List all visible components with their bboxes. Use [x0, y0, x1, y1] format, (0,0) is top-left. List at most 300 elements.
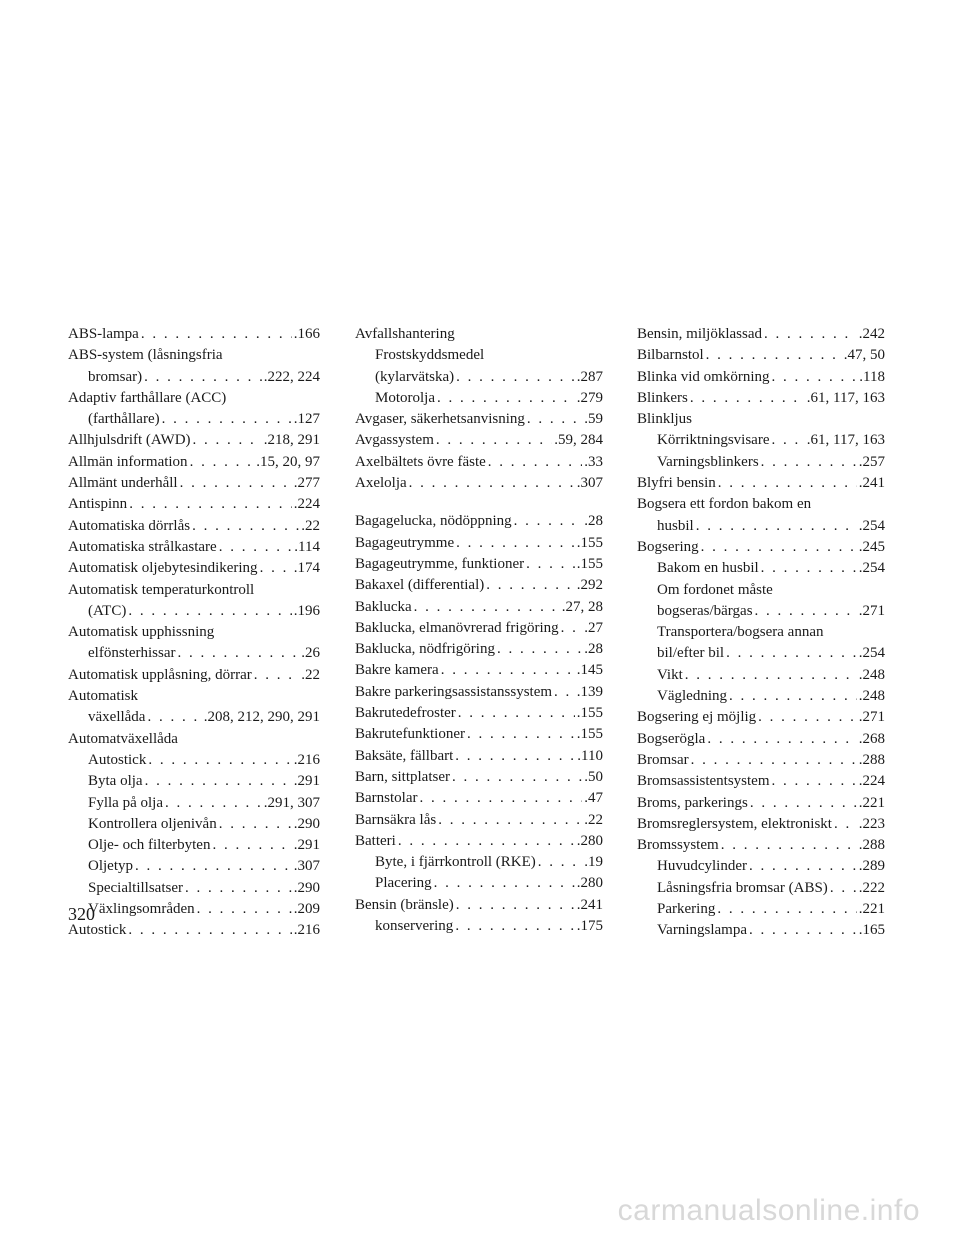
index-entry [355, 345, 603, 388]
dot-leader [761, 558, 857, 579]
dot-leader [260, 558, 292, 579]
index-line [637, 452, 885, 473]
index-term: Vägledning [657, 688, 727, 705]
index-line [68, 729, 320, 750]
index-entry [637, 856, 885, 877]
index-term: Allmän information [68, 453, 188, 470]
page-reference: .248 [858, 666, 885, 683]
index-line [68, 388, 320, 409]
index-entry [355, 895, 603, 916]
index-line [637, 665, 885, 686]
index-entry [68, 750, 320, 771]
index-entry [637, 473, 885, 494]
dot-leader [455, 746, 575, 767]
index-term: Automatiska strålkastare [68, 538, 217, 555]
index-line [637, 878, 885, 899]
index-entry [637, 793, 885, 814]
page-reference: .254 [858, 560, 885, 577]
index-line [637, 367, 885, 388]
index-term: Autostick [88, 751, 147, 768]
index-line [637, 643, 885, 664]
index-line [637, 516, 885, 537]
index-line [68, 601, 320, 622]
index-term: Bilbarnstol [637, 347, 704, 364]
page-reference: .28 [584, 641, 603, 658]
index-entry [637, 367, 885, 388]
dot-leader [128, 601, 291, 622]
index-entry [637, 814, 885, 835]
index-line [637, 409, 885, 430]
index-term: Allmänt underhåll [68, 475, 178, 492]
dot-leader [761, 452, 857, 473]
dot-leader [729, 686, 857, 707]
index-term: Varningslampa [657, 922, 747, 939]
index-entry [637, 345, 885, 366]
index-entry [637, 771, 885, 792]
index-entry [355, 639, 603, 660]
index-line [68, 686, 320, 707]
index-entry [637, 920, 885, 941]
index-line [355, 409, 603, 430]
index-line [637, 430, 885, 451]
index-line [68, 771, 320, 792]
index-line [355, 597, 603, 618]
index-term: (ATC) [88, 602, 127, 619]
dot-leader [162, 409, 292, 430]
dot-leader [486, 575, 575, 596]
index-term: Avgassystem [355, 432, 434, 449]
index-term: Bromssystem [637, 837, 719, 854]
page-reference: .222, 224 [263, 368, 320, 385]
dot-leader [764, 324, 857, 345]
index-entry [355, 533, 603, 554]
index-term: Autostick [68, 922, 127, 939]
page-reference: .287 [576, 368, 603, 385]
page-reference: .280 [576, 832, 603, 849]
index-entry [355, 618, 603, 639]
index-column-3 [637, 324, 885, 942]
page-reference: .110 [577, 747, 603, 764]
index-entry [637, 452, 885, 473]
index-term: Barn, sittplatser [355, 768, 450, 785]
dot-leader [685, 665, 857, 686]
index-line [68, 793, 320, 814]
dot-leader [456, 367, 575, 388]
page-reference: .209 [293, 901, 320, 918]
index-entry [68, 430, 320, 451]
dot-leader [219, 814, 292, 835]
index-term: Automatisk upphissning [68, 624, 215, 641]
index-line [637, 622, 885, 643]
index-term: Bromsreglersystem, elektroniskt [637, 815, 832, 832]
dot-leader [755, 601, 857, 622]
dot-leader [148, 750, 291, 771]
index-entry [68, 516, 320, 537]
index-term: Bogserögla [637, 730, 706, 747]
index-entry [68, 856, 320, 877]
index-term: Byta olja [88, 773, 143, 790]
page-number: 320 [68, 904, 95, 924]
index-term: Blyfri bensin [637, 475, 716, 492]
page-reference: .26 [301, 645, 320, 662]
index-entry [68, 494, 320, 515]
index-term: Bromsassistentsystem [637, 773, 770, 790]
index-term: Bakrutefunktioner [355, 726, 465, 743]
dot-leader [144, 367, 262, 388]
index-entry [68, 622, 320, 665]
dot-leader [514, 511, 583, 532]
index-line [68, 537, 320, 558]
index-term: Broms, parkerings [637, 794, 748, 811]
index-entry [355, 430, 603, 451]
index-line [637, 920, 885, 941]
index-term: Parkering [657, 901, 716, 918]
index-line [355, 852, 603, 873]
index-term: Bakom en husbil [657, 560, 759, 577]
index-term: ABS-system (låsningsfria [68, 347, 223, 364]
dot-leader [192, 516, 299, 537]
index-term: husbil [657, 517, 694, 534]
dot-leader [441, 660, 575, 681]
page-reference: .288 [858, 837, 885, 854]
index-entry [355, 575, 603, 596]
index-term: Automatiska dörrlås [68, 517, 191, 534]
index-term: Motorolja [375, 389, 435, 406]
dot-leader [456, 895, 575, 916]
index-line [355, 533, 603, 554]
index-term: Bagageutrymme [355, 534, 455, 551]
index-column-2 [355, 324, 603, 937]
index-line [68, 643, 320, 664]
index-line [68, 835, 320, 856]
dot-leader [409, 473, 575, 494]
index-term: Automatisk upplåsning, dörrar [68, 666, 252, 683]
dot-leader [690, 388, 805, 409]
index-entry [68, 324, 320, 345]
index-line [355, 682, 603, 703]
index-entry [637, 622, 885, 665]
dot-leader [772, 771, 857, 792]
page-reference: .166 [293, 326, 320, 342]
dot-leader [726, 643, 857, 664]
index-line [355, 554, 603, 575]
dot-leader [458, 703, 575, 724]
index-line [637, 473, 885, 494]
index-entry [355, 660, 603, 681]
page-reference: .248 [858, 688, 885, 705]
index-term: Bakrutedefroster [355, 705, 456, 722]
page-reference: .290 [293, 879, 320, 896]
page-reference: .22 [301, 517, 320, 534]
page-reference: .155 [576, 726, 603, 743]
index-entry [68, 345, 320, 388]
index-entry [68, 665, 320, 686]
index-line [355, 324, 603, 345]
page-reference: .254 [858, 645, 885, 662]
index-entry [355, 788, 603, 809]
index-term: Specialtillsatser [88, 879, 183, 896]
page-reference: .280 [576, 875, 603, 892]
dot-leader [527, 409, 582, 430]
index-line [637, 729, 885, 750]
index-line [355, 511, 603, 532]
page-reference: .257 [858, 453, 885, 470]
index-term: bogseras/bärgas [657, 602, 753, 619]
dot-leader [696, 516, 857, 537]
index-line [355, 746, 603, 767]
dot-leader [254, 665, 300, 686]
index-term: Barnsäkra lås [355, 811, 437, 828]
index-term: (kylarvätska) [375, 368, 455, 385]
index-entry [637, 835, 885, 856]
dot-leader [758, 707, 857, 728]
page-reference: .33 [584, 453, 603, 470]
page-reference: .145 [576, 662, 603, 679]
index-entry [637, 899, 885, 920]
index-term: Bagagelucka, nödöppning [355, 513, 512, 530]
page-reference: .221 [858, 794, 885, 811]
page-reference: .127 [293, 411, 320, 428]
index-term: elfönsterhissar [88, 645, 176, 662]
index-term: växellåda [88, 709, 146, 726]
index-line [355, 873, 603, 894]
index-line [355, 452, 603, 473]
page-reference: .27 [584, 619, 603, 636]
dot-leader [414, 597, 560, 618]
dot-leader [438, 810, 582, 831]
page-reference: .224 [293, 496, 320, 513]
page-reference: .175 [576, 918, 603, 935]
page-reference: .291, 307 [263, 794, 320, 811]
index-term: Bensin, miljöklassad [637, 326, 762, 342]
index-entry [355, 873, 603, 894]
index-term: ABS-lampa [68, 326, 139, 342]
page-reference: .254 [858, 517, 885, 534]
index-line [355, 430, 603, 451]
index-line [637, 558, 885, 579]
dot-leader [497, 639, 582, 660]
dot-leader [721, 835, 857, 856]
index-line [637, 580, 885, 601]
page-reference: .216 [293, 751, 320, 768]
index-entry [355, 724, 603, 745]
page-reference: .223 [858, 815, 885, 832]
page-reference: .15, 20, 97 [256, 453, 320, 470]
index-entry [355, 746, 603, 767]
index-line [637, 750, 885, 771]
index-entry [68, 580, 320, 623]
dot-leader [219, 537, 293, 558]
dot-leader [749, 920, 857, 941]
index-term: Automatväxellåda [68, 730, 178, 747]
index-term: Vikt [657, 666, 683, 683]
page-reference: .155 [576, 555, 603, 572]
index-line [355, 703, 603, 724]
index-term: Axelolja [355, 475, 407, 492]
page-reference: .307 [576, 475, 603, 492]
dot-leader [128, 920, 291, 941]
index-entry [68, 878, 320, 899]
index-line [355, 388, 603, 409]
dot-leader [419, 788, 582, 809]
index-line [68, 665, 320, 686]
index-entry [68, 899, 320, 920]
index-term: Antispinn [68, 496, 128, 513]
index-entry [355, 767, 603, 788]
index-line [637, 856, 885, 877]
page-reference: .222 [858, 879, 885, 896]
page-reference: .289 [858, 858, 885, 875]
page-reference: .290 [293, 815, 320, 832]
index-line [637, 814, 885, 835]
index-term: Växlingsområden [88, 901, 195, 918]
index-line [68, 814, 320, 835]
index-term: Blinkljus [637, 411, 693, 428]
index-line [68, 324, 320, 345]
dot-leader [398, 831, 575, 852]
page-reference: .218, 291 [263, 432, 320, 449]
dot-leader [488, 452, 582, 473]
index-line [68, 367, 320, 388]
index-line [637, 537, 885, 558]
index-line [637, 494, 885, 515]
index-line [355, 895, 603, 916]
page-reference: .47, 50 [843, 347, 885, 364]
index-entry [637, 750, 885, 771]
index-entry [637, 537, 885, 558]
index-line [68, 622, 320, 643]
index-term: Barnstolar [355, 790, 418, 807]
dot-leader [561, 618, 583, 639]
page-reference: .292 [576, 577, 603, 594]
index-term: Bogsera ett fordon bakom en [637, 496, 812, 513]
index-line [355, 660, 603, 681]
page-reference: .277 [293, 475, 320, 492]
dot-leader [212, 835, 291, 856]
page-reference: .155 [576, 705, 603, 722]
index-entry [68, 452, 320, 473]
dot-leader [145, 771, 292, 792]
page-reference: .291 [293, 837, 320, 854]
dot-leader [141, 324, 292, 345]
dot-leader [455, 916, 574, 937]
index-line [637, 835, 885, 856]
index-term: Fylla på olja [88, 794, 163, 811]
index-term: Placering [375, 875, 432, 892]
index-line [355, 810, 603, 831]
index-term: Om fordonet måste [657, 581, 773, 598]
index-entry [355, 409, 603, 430]
index-entry [355, 554, 603, 575]
index-entry [637, 729, 885, 750]
index-term: Huvudcylinder [657, 858, 747, 875]
dot-leader [772, 367, 858, 388]
page-reference: .268 [858, 730, 885, 747]
index-entry [637, 388, 885, 409]
index-entry [68, 793, 320, 814]
index-term: Transportera/bogsera annan [657, 624, 824, 641]
dot-leader [177, 643, 299, 664]
index-line [68, 558, 320, 579]
dot-leader [707, 729, 856, 750]
page-reference: .47 [584, 790, 603, 807]
index-entry [355, 703, 603, 724]
index-entry [355, 452, 603, 473]
index-line [68, 494, 320, 515]
index-term: Baklucka [355, 598, 412, 615]
page-reference: .241 [576, 896, 603, 913]
index-line [355, 473, 603, 494]
index-entry [68, 835, 320, 856]
page-reference: .50 [584, 768, 603, 785]
index-term: Baklucka, elmanövrerad frigöring [355, 619, 559, 636]
index-entry [637, 707, 885, 728]
dot-leader [706, 345, 842, 366]
index-line [355, 831, 603, 852]
dot-leader [701, 537, 857, 558]
index-entry [355, 597, 603, 618]
index-term: Bakre parkeringsassistanssystem [355, 683, 553, 700]
index-line [68, 580, 320, 601]
page-reference: .208, 212, 290, 291 [203, 709, 320, 726]
index-term: Bakaxel (differential) [355, 577, 485, 594]
dot-leader [830, 878, 857, 899]
index-entry [355, 682, 603, 703]
page-reference: .114 [294, 538, 320, 555]
index-term: Blinkers [637, 389, 688, 406]
dot-leader [147, 707, 201, 728]
page-reference: .221 [858, 901, 885, 918]
page-reference: .27, 28 [561, 598, 603, 615]
index-term: Avfallshantering [355, 326, 455, 342]
page-reference: .224 [858, 773, 885, 790]
index-line [68, 452, 320, 473]
page-reference: .271 [858, 709, 885, 726]
dot-leader [467, 724, 575, 745]
page-reference: .61, 117, 163 [806, 432, 885, 449]
index-entry [355, 388, 603, 409]
dot-leader [834, 814, 857, 835]
index-term: Oljetyp [88, 858, 133, 875]
dot-leader [437, 388, 575, 409]
index-line [68, 878, 320, 899]
index-entry [68, 686, 320, 729]
index-line [355, 788, 603, 809]
dot-leader [452, 767, 582, 788]
index-entry [68, 729, 320, 750]
index-line [355, 767, 603, 788]
index-term: Bensin (bränsle) [355, 896, 454, 913]
index-entry [637, 580, 885, 623]
index-term: Bakre kamera [355, 662, 439, 679]
dot-leader [750, 793, 857, 814]
page-reference: .271 [858, 602, 885, 619]
index-line [68, 409, 320, 430]
dot-leader [691, 750, 857, 771]
index-term: bil/efter bil [657, 645, 725, 662]
index-entry [355, 810, 603, 831]
page-reference: .59 [584, 411, 603, 428]
index-line [68, 856, 320, 877]
watermark-logo[interactable]: carmanualsonline.info [617, 1194, 920, 1227]
index-line [637, 686, 885, 707]
dot-leader [434, 873, 575, 894]
index-line [68, 920, 320, 941]
page-reference: .242 [858, 326, 885, 342]
index-term: Automatisk temperaturkontroll [68, 581, 255, 598]
index-entry [68, 771, 320, 792]
dot-leader [456, 533, 575, 554]
